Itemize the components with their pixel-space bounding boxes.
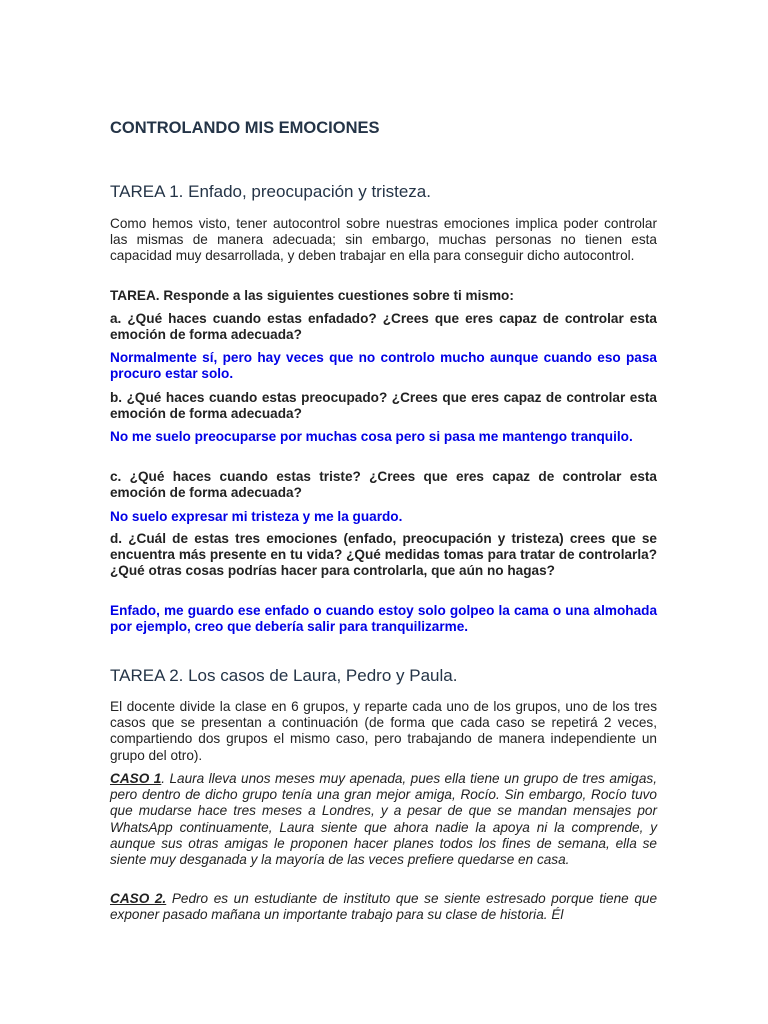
caso-2-text: Pedro es un estudiante de instituto que se siente estresado porque tiene que exponer pasado mañana un importante trabajo para su clase de historia. Él — [110, 891, 658, 923]
caso-1-label: CASO 1 — [110, 771, 162, 786]
question-b: b. ¿Qué haces cuando estas preocupado? ¿Crees que eres capaz de controlar esta emoción de forma adecuada? — [110, 390, 657, 422]
answer-c: No suelo expresar mi tristeza y me la guardo. — [110, 509, 403, 524]
answer-a: Normalmente sí, pero hay veces que no controlo mucho aunque cuando eso pasa procuro estar solo. — [110, 350, 657, 382]
answer-b: No me suelo preocuparse por muchas cosa pero si pasa me mantengo tranquilo. — [110, 429, 633, 444]
tarea2-heading: TAREA 2. Los casos de Laura, Pedro y Paula. — [110, 666, 458, 685]
tarea1-heading: TAREA 1. Enfado, preocupación y tristeza. — [110, 182, 431, 201]
tarea2-intro: El docente divide la clase en 6 grupos, y reparte cada uno de los grupos, uno de los tres casos que se presentan a continuación (de forma que cada caso se repetirá 2 veces, compartiendo dos grupos el mismo caso, pero trabajando de manera independiente un grupo del otro). — [110, 699, 657, 763]
caso-1-text: . Laura lleva unos meses muy apenada, pues ella tiene un grupo de tres amigas, pero dentro de dicho grupo tenía una gran mejor amiga, Rocío. Sin embargo, Rocío tuvo que mudarse hace tres meses a Londres, y a pesar de que se mandan mensajes por WhatsApp continuamente, Laura siente que ahora nadie la apoya ni la comprende, y aunque sus otras amigas le proponen hacer planes todos los fines de semana, ella se siente muy desganada y la mayoría de las veces prefiere quedarse en casa. — [110, 771, 657, 868]
tarea1-instruction: TAREA. Responde a las siguientes cuestiones sobre ti mismo: — [110, 288, 514, 303]
question-c: c. ¿Qué haces cuando estas triste? ¿Crees que eres capaz de controlar esta emoción de forma adecuada? — [110, 469, 657, 501]
question-a: a. ¿Qué haces cuando estas enfadado? ¿Crees que eres capaz de controlar esta emoción de forma adecuada? — [110, 311, 657, 343]
caso-1 — [110, 771, 657, 868]
question-d: d. ¿Cuál de estas tres emociones (enfado, preocupación y tristeza) crees que se encuentra más presente en tu vida? ¿Qué medidas tomas para tratar de controlarla? ¿Qué otras cosas podrías hacer para controlarla, que aún no hagas? — [110, 531, 657, 579]
answer-d: Enfado, me guardo ese enfado o cuando estoy solo golpeo la cama o una almohada por ejemplo, creo que debería salir para tranquilizarme. — [110, 603, 657, 635]
caso-2 — [110, 891, 657, 923]
caso-2-label: CASO 2. — [110, 891, 167, 906]
document-title: CONTROLANDO MIS EMOCIONES — [110, 119, 380, 137]
tarea1-intro: Como hemos visto, tener autocontrol sobre nuestras emociones implica poder controlar las mismas de manera adecuada; sin embargo, muchas personas no tienen esta capacidad muy desarrollada, y deben trabajar en ella para conseguir dicho autocontrol. — [110, 216, 657, 264]
